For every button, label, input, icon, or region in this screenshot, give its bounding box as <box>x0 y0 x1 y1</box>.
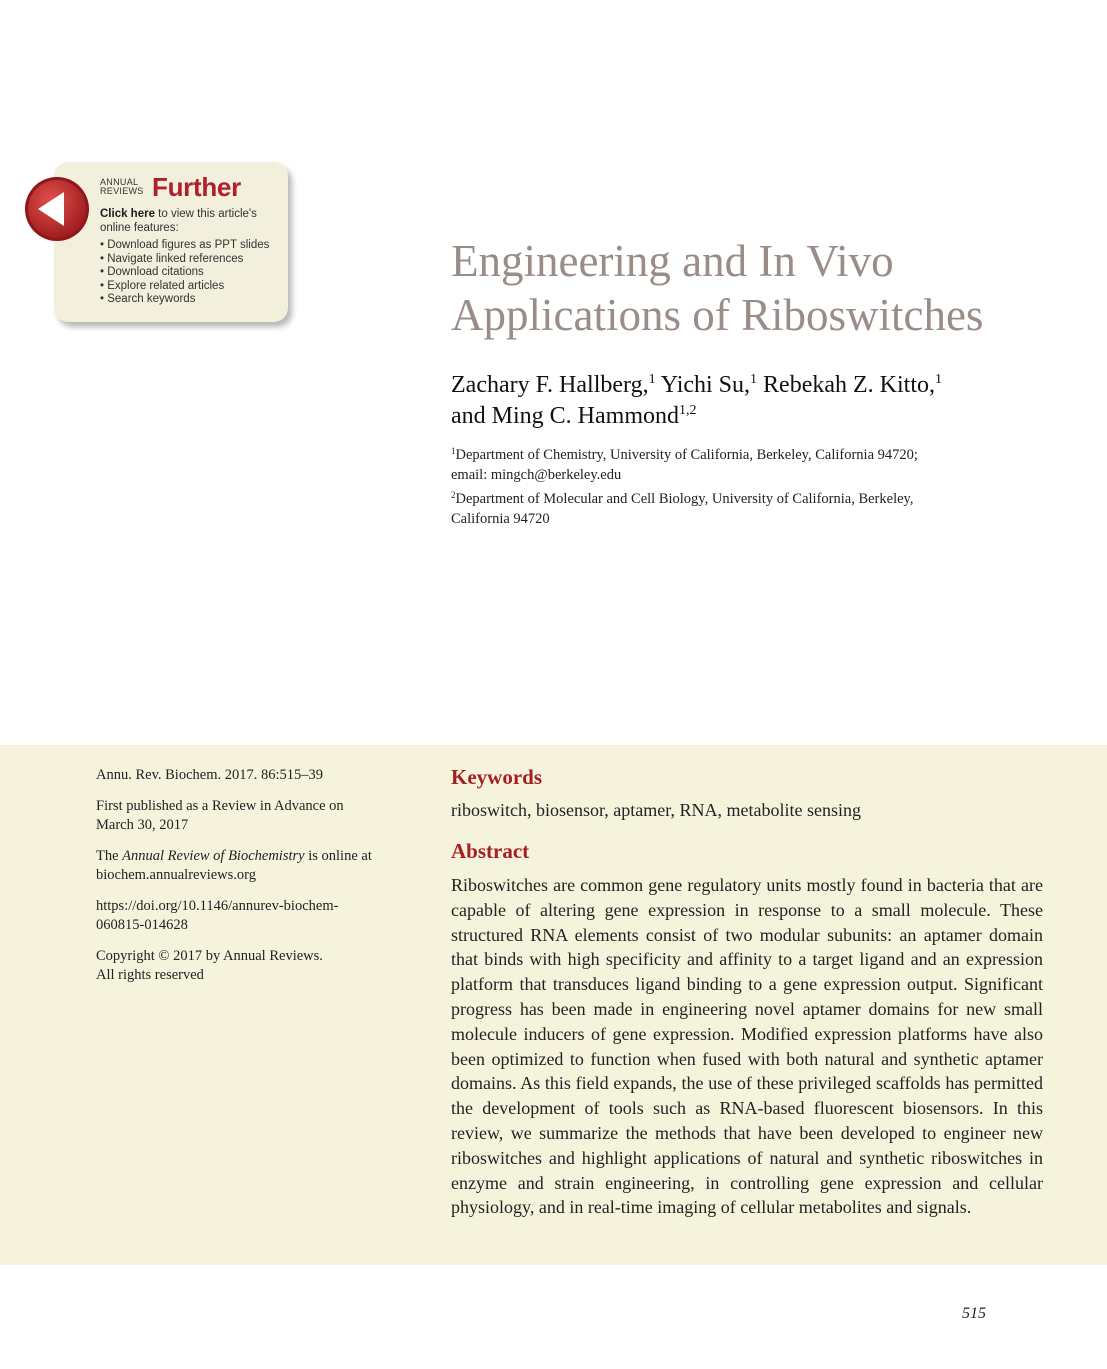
feature-item[interactable]: • Download figures as PPT slides <box>100 239 269 253</box>
further-title: Further <box>152 172 241 202</box>
abstract-heading: Abstract <box>451 839 530 863</box>
feature-item[interactable]: • Explore related articles <box>100 280 269 294</box>
author-list: Zachary F. Hallberg,$^1$ Yichi Su,$^1$ Rebekah Z. Kitto,$^1$ and Ming C. Hammond$^{1,2}$ <box>451 372 942 429</box>
feature-item[interactable]: • Navigate linked references <box>100 253 269 267</box>
page-number: 515 <box>962 1305 986 1322</box>
article-title: Engineering and In Vivo Applications of Riboswitches <box>451 236 984 340</box>
keywords-heading: Keywords <box>451 765 542 789</box>
copyright: Copyright © 2017 by Annual Reviews. All rights reserved <box>96 948 323 983</box>
click-here-line: Click here to view this article's online features: <box>100 208 257 234</box>
abstract-text: Riboswitches are common gene regulatory units mostly found in bacteria that are capable of altering gene expression in response to a small molecule. These structured RNA elements consist of two modular subunits: an aptamer domain that binds with high specificity and affinity to a target ligand and an expression platform that transduces ligand binding to a gene expression output. Significant progress has been made in engineering novel aptamer domains for new small molecule inducers of gene expression. Modified expression platforms have also been optimized to function when fused with both natural and synthetic aptamer domains. As this field expands, the use of these privileged scaffolds has permitted the development of tools such as RNA-based fluorescent biosensors. In this review, we summarize the methods that have been developed to engineer new riboswitches and highlight applications of natural and synthetic riboswitches in enzyme and strain engineering, in controlling gene expression and cellular physiology, and in real-time imaging of cellular metabolites and signals. <box>451 875 1043 1218</box>
feature-item[interactable]: • Search keywords <box>100 293 269 307</box>
citation: Annu. Rev. Biochem. 2017. 86:515–39 <box>96 767 324 783</box>
author-email[interactable]: email: mingch@berkeley.edu <box>451 467 622 483</box>
affiliation-1: $^1$Department of Chemistry, University of California, Berkeley, California 94720; email: mingch@berkeley.edu <box>451 445 971 485</box>
online-notice: The Annual Review of Biochemistry is online at biochem.annualreviews.org <box>96 848 372 883</box>
keywords-text: riboswitch, biosensor, aptamer, RNA, metabolite sensing <box>451 800 861 820</box>
feature-list <box>100 239 269 307</box>
article-metadata <box>96 766 396 997</box>
first-published: First published as a Review in Advance on March 30, 2017 <box>96 798 344 833</box>
feature-item[interactable]: • Download citations <box>100 266 269 280</box>
doi-link[interactable]: https://doi.org/10.1146/annurev-biochem- 060815-014628 <box>96 898 339 933</box>
click-here-link[interactable]: Click here <box>100 208 155 220</box>
journal-url[interactable]: biochem.annualreviews.org <box>96 867 256 883</box>
back-arrow-icon[interactable] <box>24 176 90 242</box>
annual-reviews-wordmark: ANNUAL REVIEWS <box>100 177 144 196</box>
affiliation-2: $^2$Department of Molecular and Cell Biology, University of California, Berkeley, California 94720 <box>451 490 914 527</box>
